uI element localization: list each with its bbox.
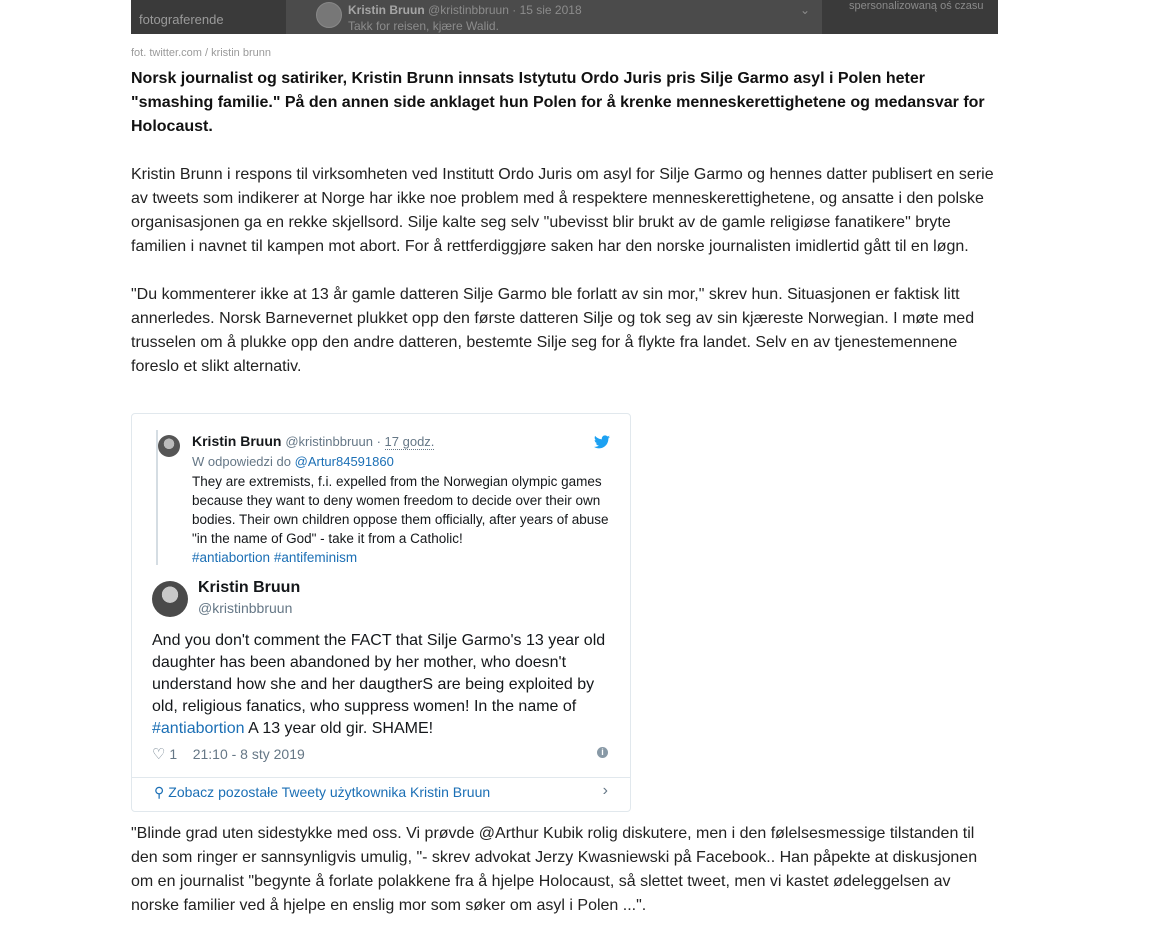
- chevron-right-icon[interactable]: ›: [602, 782, 608, 799]
- image-right-text: spersonalizowaną oś czasu: [849, 0, 984, 12]
- article-lead: Norsk journalist og satiriker, Kristin Brunn innsats Istytutu Ordo Juris pris Silje Garmo asyl i Polen heter "smashing familie." På den annen side anklaget hun Polen for å krenke menneskerettighetene og medansvar for Holocaust.: [131, 70, 985, 135]
- quoted-author-name[interactable]: Kristin Bruun: [192, 433, 282, 449]
- quoted-tweet-text: [192, 472, 612, 567]
- hashtag-link[interactable]: #antiabortion: [192, 550, 271, 565]
- quoted-author-handle[interactable]: @kristinbbruun: [285, 434, 373, 449]
- tweet-timestamp[interactable]: 21:10 - 8 sty 2019: [192, 746, 305, 762]
- image-left-text: fotograferende: [139, 12, 224, 27]
- tweet-text-body: And you don't comment the FACT that Silje Garmo's 13 year old daughter has been abandoned by her mother, who doesn't understand how she and her daugtherS are being exploited by old, religious fanatics, who suppress women! In the name of: [152, 632, 606, 715]
- image-caption: fot. twitter.com / kristin brunn: [131, 47, 271, 59]
- hashtag-link[interactable]: #antifeminism: [273, 550, 358, 565]
- image-tweet-message: Takk for reisen, kjære Walid.: [348, 19, 499, 33]
- image-avatar: [316, 2, 342, 28]
- tweet-divider: [132, 777, 630, 778]
- image-tweet-name: Kristin Bruun: [348, 3, 425, 17]
- image-tweet-header: [348, 3, 582, 17]
- reply-to-link[interactable]: @Artur84591860: [294, 454, 394, 469]
- tweet-text-end: A 13 year old gir. SHAME!: [244, 720, 434, 737]
- image-tweet-handle: @kristinbbruun · 15 sie 2018: [428, 3, 582, 17]
- article-paragraph: Kristin Brunn i respons til virksomheten ved Institutt Ordo Juris om asyl for Silje Garmo og hennes datter publisert en serie av tweets som indikerer at Norge har ikke noe problem med å respektere menneskerettighetene, og ansatte i den polske organisasjonen ga en rekke skjellsord. Silje kalte seg selv "ubevisst blir brukt av de gamle religiøse fanatikere" bryte familien i navnet til kampen mot abort. For å rettferdiggjøre saken har den norske journalisten imidlertid gått til en løgn.: [131, 166, 994, 255]
- tweet-meta: [152, 745, 305, 763]
- author-handle[interactable]: @kristinbbruun: [198, 600, 293, 616]
- hashtag-link[interactable]: #antiabortion: [152, 720, 245, 737]
- image-tweet-panel: [286, 0, 822, 34]
- quoted-text-body: They are extremists, f.i. expelled from the Norwegian olympic games because they want to deny women freedom to decide over their own bodies. Their own children oppose them officially, after years of abuse "in the name of God" - take it from a Catholic!: [192, 474, 609, 546]
- chevron-down-icon: ⌄: [799, 3, 810, 17]
- article-paragraph: "Du kommenterer ikke at 13 år gamle datteren Silje Garmo ble forlatt av sin mor," skrev hun. Situasjonen er faktisk litt annerledes. Norsk Barnevernet plukket opp den første datteren Silje og tok seg av sin kjæreste Norwegian. I møte med trusselen om å plukke opp den andre datteren, bestemte Silje seg for å flykte fra landet. Selv en av tjenestemennene foreslo et slikt alternativ.: [131, 286, 975, 375]
- info-icon[interactable]: i: [597, 747, 608, 758]
- quoted-reply-line: [192, 454, 394, 469]
- heart-icon[interactable]: ♡: [152, 746, 166, 763]
- quoted-time[interactable]: 17 godz.: [384, 434, 435, 449]
- article-paragraph: "Blinde grad uten sidestykke med oss. Vi prøvde @Arthur Kubik rolig diskutere, men i den følelsesmessige tilstanden til den som ringer er sannsynligvis umulig, "- skrev advokat Jerzy Kwasniewski på Facebook.. Han påpekte at diskusjonen om en journalist "begynte å forlate polakkene fra å hjelpe Holocaust, så slettet tweet, men vi kastet ødeleggelsen av norske familier ved å hjelpe en enslig mor som søker om asyl i Polen ...".: [131, 825, 978, 914]
- embedded-tweet[interactable]: [131, 413, 631, 812]
- more-tweets-label[interactable]: Zobacz pozostałe Tweety użytkownika Kristin Bruun: [168, 784, 491, 800]
- author-name[interactable]: Kristin Bruun: [198, 579, 301, 596]
- user-icon: ⚲: [154, 784, 165, 800]
- author-avatar[interactable]: [152, 581, 188, 617]
- like-count[interactable]: 1: [169, 746, 178, 762]
- quoted-tweet-header: [192, 433, 434, 449]
- reply-prefix: W odpowiedzi do: [192, 454, 295, 469]
- more-tweets-link[interactable]: [154, 784, 490, 801]
- tweet-text: [152, 630, 622, 740]
- twitter-bird-icon[interactable]: [594, 435, 610, 449]
- quoted-avatar[interactable]: [158, 435, 180, 457]
- article-top-image: [131, 0, 998, 34]
- quoted-separator: ·: [372, 434, 385, 449]
